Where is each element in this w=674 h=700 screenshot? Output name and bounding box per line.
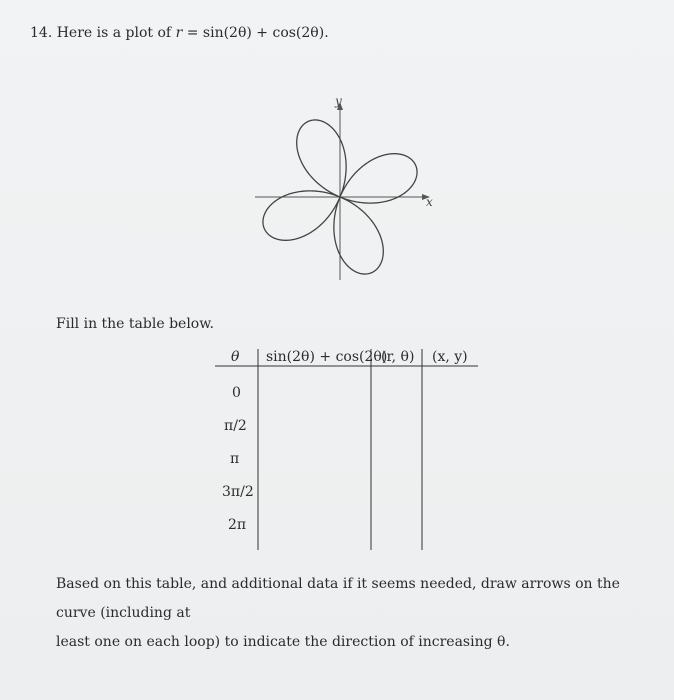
header-polar-pair: (r, θ) — [381, 349, 415, 365]
x-axis-label: x — [426, 195, 433, 209]
paragraph-line-2: least one on each loop) to indicate the direction of increasing θ. — [56, 634, 510, 650]
paragraph-line-1: Based on this table, and additional data if it seems needed, draw arrows on the curve (including at — [56, 576, 620, 621]
row-theta-3pi-over-2: 3π/2 — [222, 484, 254, 500]
row-theta-pi-over-2: π/2 — [224, 418, 247, 434]
question-expression: sin(2θ) + cos(2θ). — [202, 25, 329, 41]
question-number: 14. — [30, 25, 53, 41]
y-axis-label: y — [335, 94, 342, 108]
row-theta-0: 0 — [232, 385, 241, 401]
arrow-instruction-paragraph — [56, 570, 656, 657]
header-theta: θ — [231, 349, 240, 365]
row-theta-2pi: 2π — [228, 517, 247, 533]
header-cartesian-pair: (x, y) — [432, 349, 468, 365]
question-r-variable: r — [175, 25, 183, 41]
header-expression: sin(2θ) + cos(2θ) — [266, 349, 388, 365]
question-equals: = — [186, 25, 199, 41]
fill-instruction: Fill in the table below. — [56, 316, 214, 332]
row-theta-pi: π — [230, 451, 240, 467]
question-intro: Here is a plot of — [56, 25, 172, 41]
